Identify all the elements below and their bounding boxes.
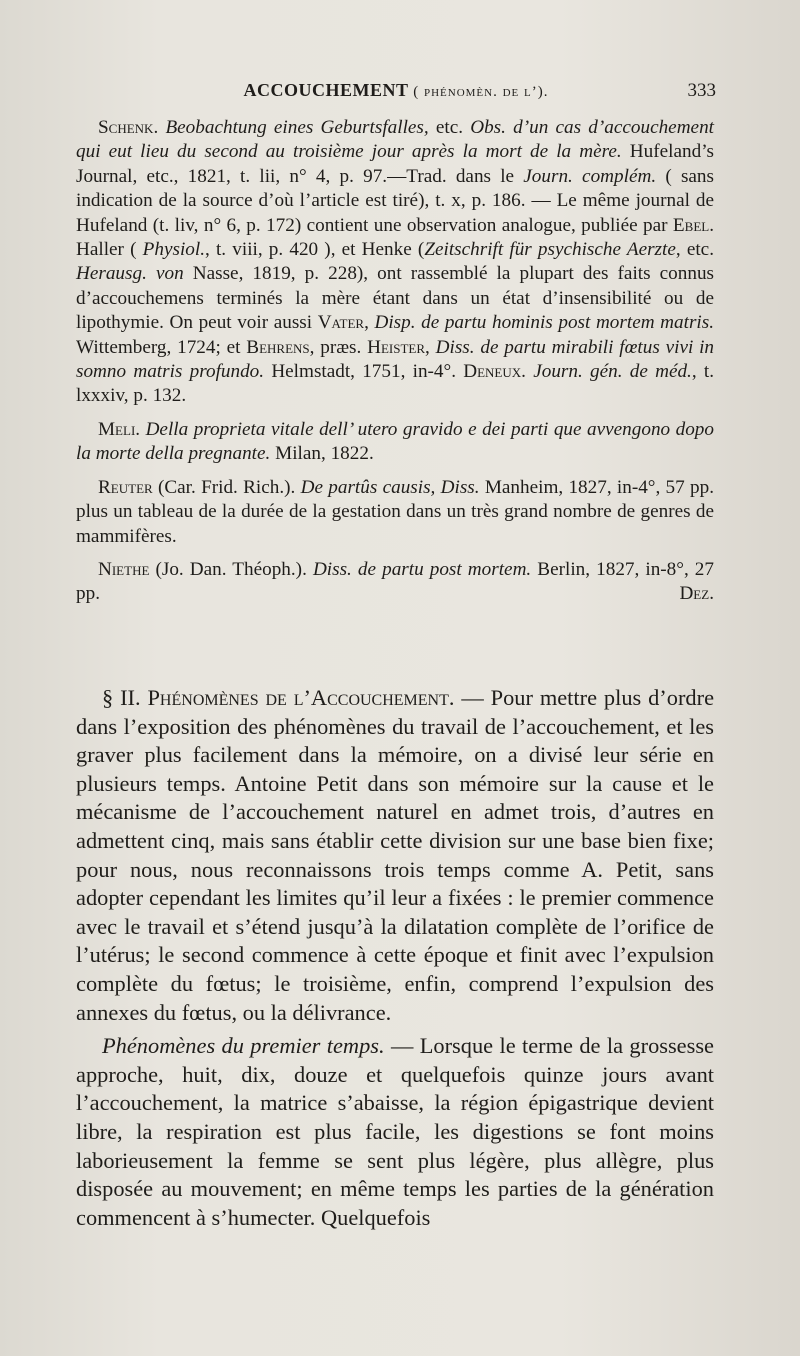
work-title: Zeitschrift für psychische Aerzte — [424, 239, 676, 261]
main-text — [76, 684, 714, 1237]
entry-text: Wittemberg, 1724; et — [76, 336, 247, 358]
entry-text: (Jo. Dan. Théoph.). — [149, 558, 313, 580]
bibliography-entry-niethe — [76, 558, 714, 607]
bibliography-entry-meli — [76, 418, 714, 467]
section-paragraph-text: — Pour mettre plus d’ordre dans l’exposition des phénomènes du travail de l’accouchement, et les graver plus facilement dans la mémoire, on a divisé leur série en plusieurs temps. Antoine Petit dans son mémoire sur la cause et le mécanisme de l’accouchement naturel en admet trois, d’autres en admettent cinq, mais sans établir cette division sur une base bien fixe; pour nous, nous reconnaissons trois temps comme A. Petit, sans adopter cependant les limites qu’il leur a fixées : le premier commence avec le travail et s’étend jusqu’à la dilatation complète de l’orifice de l’utérus; le second commence à cette époque et finit avec l’expulsion complète du fœtus; le troisième, enfin, comprend l’expulsion des annexes du fœtus, ou la délivrance. — [76, 685, 715, 1025]
entry-text: (Car. Frid. Rich.). — [152, 476, 301, 498]
entry-text: Milan, 1822. — [270, 443, 374, 465]
running-title — [76, 80, 716, 101]
work-title: Beobachtung eines Geburtsfalles, — [158, 117, 429, 138]
first-stage-paragraph — [76, 1032, 714, 1232]
work-title: Diss. de partu post mortem. — [312, 558, 532, 580]
author-name: Behrens — [246, 336, 310, 358]
author-name: Niethe — [98, 558, 150, 580]
work-title: De partûs causis, Diss. — [300, 476, 480, 498]
work-title: Diss. de partu mirabili fœtus vivi in somno matris profundo. — [76, 336, 715, 383]
entry-text: Helmstadt, 1751, in-4°. — [264, 361, 464, 383]
subsection-heading: Phénomènes du premier temps. — [102, 1033, 385, 1059]
author-name: Meli. — [98, 418, 141, 440]
entry-text: , præs. — [309, 336, 368, 358]
author-name: Deneux. — [463, 361, 526, 383]
work-title: Journ. complém. — [523, 165, 657, 187]
work-title: Herausg. von — [76, 263, 184, 285]
entry-text: , t. viii, p. 420 ), et Henke ( — [205, 239, 425, 261]
author-name: Schenk. — [98, 117, 159, 138]
entry-text: Hufeland’s Journal, etc., 1821, t. lii, n° 4, p. 97.—Trad. dans le — [76, 141, 714, 187]
work-title: Obs. d’un cas d’accouchement qui eut lieu du second au troisième jour après la mort de la mère. — [76, 117, 714, 163]
first-stage-text: — Lorsque le terme de la grossesse approche, huit, dix, douze et quelquefois quinze jours avant l’accouchement, la matrice s’abaisse, la région épigastrique devient libre, la respiration est plus facile, les digestions se font moins laborieusement la femme se sent plus légère, plus allègre, plus disposée au mouvement; en même temps les parties de la génération commencent à s’humecter. Quelquefois — [76, 1033, 714, 1230]
entry-text: Haller ( — [76, 239, 143, 261]
entry-text: , — [425, 336, 436, 358]
author-name: Reuter — [98, 476, 153, 498]
page-number: 333 — [687, 80, 716, 101]
entry-text: , etc. — [675, 239, 714, 261]
work-title: Della proprieta vitale dell’ utero gravido e dei parti que avvengono dopo la morte della pregnante. — [76, 418, 714, 465]
bibliography-entry-reuter — [76, 476, 714, 549]
work-title: Disp. de partu hominis post mortem matris. — [374, 312, 715, 334]
running-header — [76, 80, 716, 108]
author-name: Heister — [367, 336, 426, 358]
author-name: Vater — [317, 312, 365, 334]
section-paragraph — [76, 684, 714, 1027]
work-title: Physiol. — [142, 239, 206, 261]
entry-text: Berlin, 1827, in-8°, 27 pp. — [76, 558, 714, 605]
bibliography-entry-schenk — [76, 116, 714, 409]
entry-text: , t. lxxxiv, p. 132. — [76, 361, 715, 407]
running-title-main: ACCOUCHEMENT — [243, 80, 409, 100]
entry-text: ( sans indication de la source d’où l’article est tiré), t. x, p. 186. — Le même journal de Hufeland (t. liv, n° 6, p. 172) contient une observation analogue, publiée par — [76, 165, 714, 236]
entry-text: Nasse, 1819, p. 228), ont rassemblé la plupart des faits connus d’accouchemens terminés la mère étant dans un état d’insensibilité ou de lipothymie. On peut voir aussi — [76, 263, 715, 334]
bibliography-block — [76, 116, 714, 616]
entry-text: , — [364, 312, 375, 334]
section-number: § II. — [102, 685, 148, 710]
running-title-sub: ( phénomèn. de l’). — [413, 84, 549, 100]
author-signature: Dez. — [679, 583, 714, 605]
work-title: Journ. gén. de méd. — [533, 361, 692, 383]
entry-text: etc. — [428, 117, 471, 138]
entry-text: Manheim, 1827, in-4°, 57 pp. plus un tableau de la durée de la gestation dans un très grand nombre de genres de mammifères. — [76, 476, 714, 547]
author-name: Ebel. — [672, 214, 714, 236]
section-heading: Phénomènes de l’Accouchement. — [147, 685, 455, 710]
